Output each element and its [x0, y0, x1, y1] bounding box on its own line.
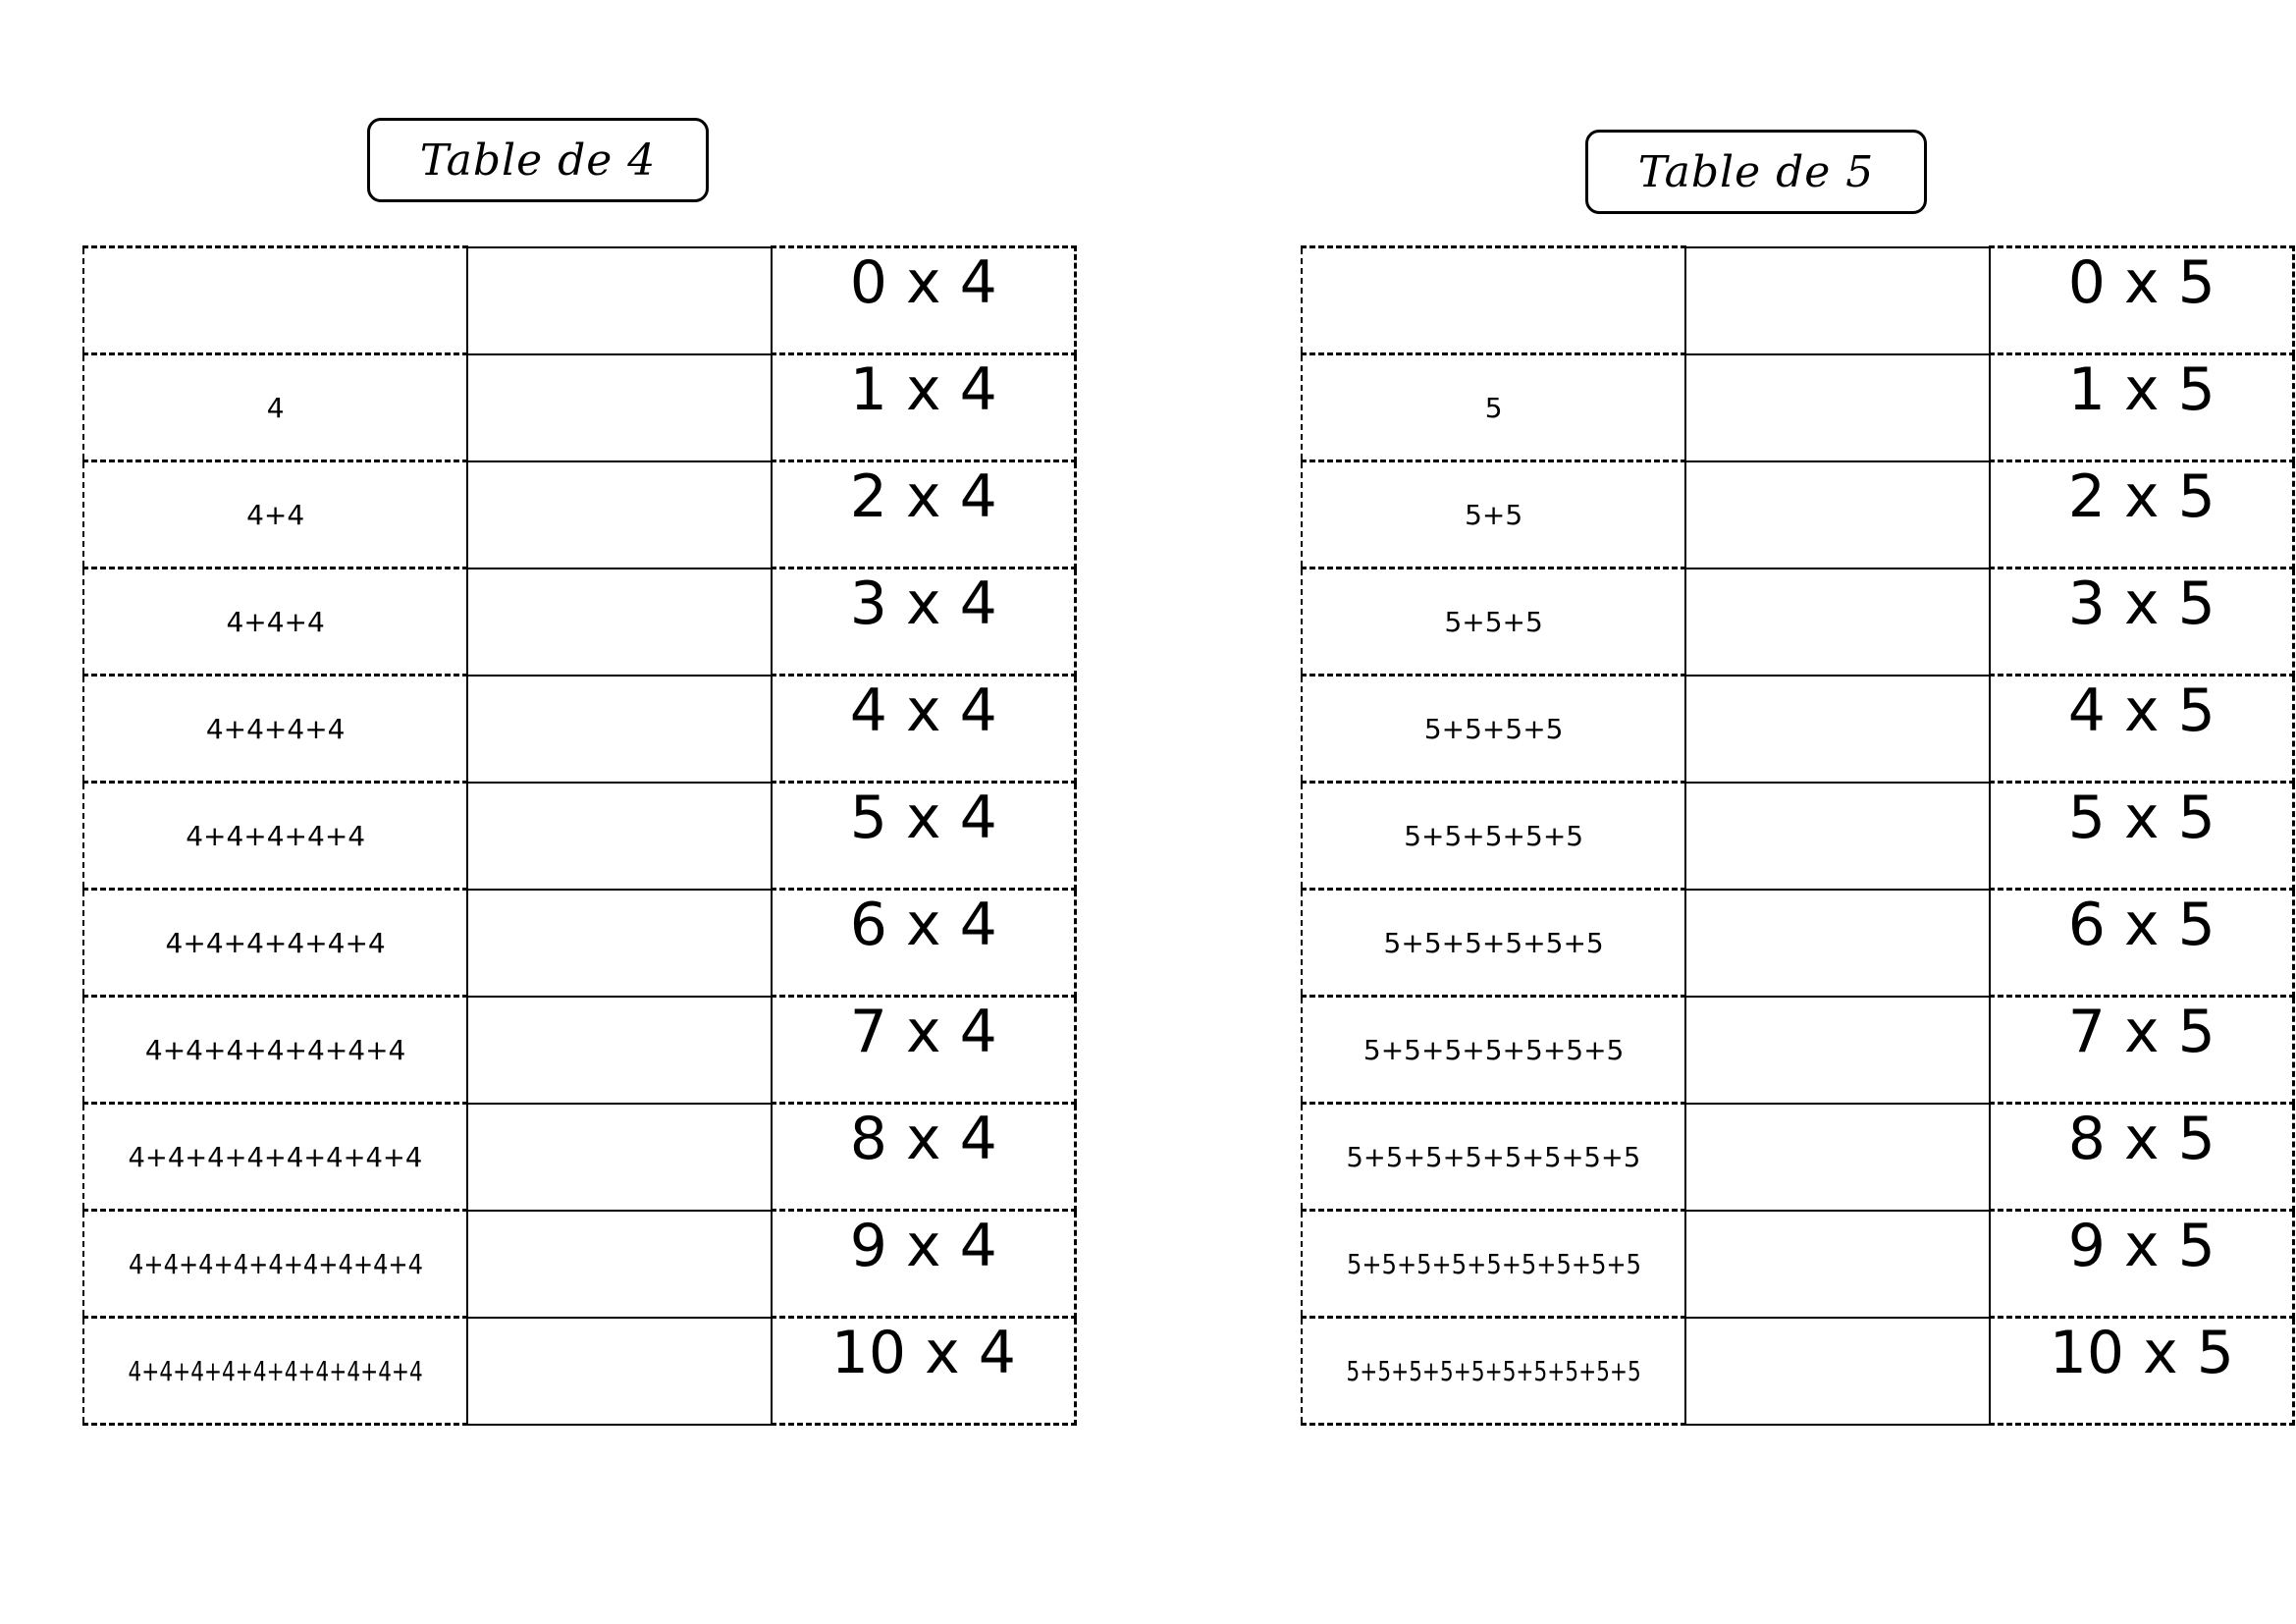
table-row [83, 890, 1076, 997]
table-row [1302, 783, 2294, 890]
multiplication-cell: 10 x 5 [1990, 1318, 2294, 1425]
repeated-addition-cell [83, 1104, 467, 1211]
repeated-addition-cell [83, 461, 467, 568]
table-row [1302, 997, 2294, 1104]
multiplication-cell: 0 x 5 [1990, 247, 2294, 354]
table-5-title: Table de 5 [1585, 130, 1927, 214]
repeated-addition-text: 4+4+4+4 [205, 712, 346, 745]
multiplication-cell: 6 x 4 [772, 890, 1076, 997]
multiplication-cell: 1 x 4 [772, 354, 1076, 461]
multiplication-cell: 2 x 4 [772, 461, 1076, 568]
table-row [1302, 1211, 2294, 1318]
repeated-addition-cell [1302, 1104, 1685, 1211]
table-row [83, 997, 1076, 1104]
repeated-addition-cell [83, 568, 467, 676]
repeated-addition-text: 4+4+4+4+4+4+4+4 [128, 1140, 423, 1173]
table-row [1302, 568, 2294, 676]
repeated-addition-text: 4+4 [246, 498, 305, 531]
repeated-addition-text: 4+4+4+4+4+4 [165, 926, 386, 959]
multiplication-cell: 5 x 5 [1990, 783, 2294, 890]
multiplication-cell: 10 x 4 [772, 1318, 1076, 1425]
repeated-addition-cell [1302, 247, 1685, 354]
multiplication-cell: 8 x 5 [1990, 1104, 2294, 1211]
repeated-addition-cell [1302, 676, 1685, 783]
table-row [83, 1104, 1076, 1211]
table-row [1302, 676, 2294, 783]
multiplication-cell: 0 x 4 [772, 247, 1076, 354]
answer-blank-cell [467, 568, 772, 676]
answer-blank-cell [467, 783, 772, 890]
answer-blank-cell [1685, 1318, 1990, 1425]
table-row [83, 354, 1076, 461]
answer-blank-cell [1685, 783, 1990, 890]
repeated-addition-cell [1302, 890, 1685, 997]
repeated-addition-cell [83, 783, 467, 890]
repeated-addition-cell [1302, 1211, 1685, 1318]
repeated-addition-cell [1302, 997, 1685, 1104]
table-row [83, 461, 1076, 568]
answer-blank-cell [1685, 568, 1990, 676]
multiplication-table-4 [82, 245, 1077, 1426]
table-row [83, 1211, 1076, 1318]
repeated-addition-cell [1302, 783, 1685, 890]
table-row [83, 783, 1076, 890]
repeated-addition-text: 5+5 [1465, 498, 1523, 531]
repeated-addition-text: 5+5+5+5+5+5 [1383, 926, 1604, 959]
answer-blank-cell [467, 461, 772, 568]
multiplication-cell: 4 x 5 [1990, 676, 2294, 783]
multiplication-cell: 6 x 5 [1990, 890, 2294, 997]
repeated-addition-text: 5+5+5+5+5+5+5+5+5 [1346, 1247, 1641, 1280]
answer-blank-cell [467, 247, 772, 354]
repeated-addition-text: 5+5+5+5+5+5+5+5+5+5 [1346, 1354, 1641, 1387]
multiplication-cell: 3 x 5 [1990, 568, 2294, 676]
multiplication-cell: 1 x 5 [1990, 354, 2294, 461]
answer-blank-cell [1685, 1104, 1990, 1211]
answer-blank-cell [1685, 997, 1990, 1104]
repeated-addition-text: 5+5+5+5+5 [1404, 819, 1584, 852]
answer-blank-cell [467, 1318, 772, 1425]
multiplication-table-5 [1301, 245, 2295, 1426]
multiplication-cell: 4 x 4 [772, 676, 1076, 783]
repeated-addition-cell [83, 1211, 467, 1318]
repeated-addition-cell [83, 1318, 467, 1425]
table-row [1302, 1104, 2294, 1211]
multiplication-cell: 9 x 5 [1990, 1211, 2294, 1318]
repeated-addition-text: 4 [266, 391, 285, 424]
repeated-addition-text: 4+4+4+4+4+4+4 [144, 1033, 406, 1066]
repeated-addition-text: 4+4+4+4+4+4+4+4+4+4 [128, 1354, 423, 1387]
multiplication-cell: 7 x 4 [772, 997, 1076, 1104]
multiplication-cell: 3 x 4 [772, 568, 1076, 676]
multiplication-cell: 7 x 5 [1990, 997, 2294, 1104]
table-row [1302, 354, 2294, 461]
repeated-addition-cell [1302, 568, 1685, 676]
repeated-addition-cell [83, 354, 467, 461]
repeated-addition-cell [1302, 1318, 1685, 1425]
answer-blank-cell [467, 1211, 772, 1318]
repeated-addition-text: 5+5+5+5+5+5+5+5 [1346, 1140, 1641, 1173]
answer-blank-cell [1685, 676, 1990, 783]
repeated-addition-text: 4+4+4+4+4 [186, 819, 366, 852]
repeated-addition-cell [83, 247, 467, 354]
answer-blank-cell [1685, 354, 1990, 461]
repeated-addition-cell [83, 676, 467, 783]
repeated-addition-cell [1302, 354, 1685, 461]
repeated-addition-text: 4+4+4+4+4+4+4+4+4 [128, 1247, 423, 1280]
table-row [1302, 1318, 2294, 1425]
repeated-addition-cell [83, 997, 467, 1104]
multiplication-cell: 5 x 4 [772, 783, 1076, 890]
repeated-addition-text: 5+5+5 [1444, 605, 1543, 638]
answer-blank-cell [467, 676, 772, 783]
multiplication-cell: 8 x 4 [772, 1104, 1076, 1211]
repeated-addition-cell [83, 890, 467, 997]
repeated-addition-text: 4+4+4 [226, 605, 325, 638]
table-row [83, 568, 1076, 676]
repeated-addition-text: 5+5+5+5 [1423, 712, 1564, 745]
table-row [83, 247, 1076, 354]
table-4-title: Table de 4 [367, 118, 709, 202]
table-row [83, 676, 1076, 783]
multiplication-cell: 9 x 4 [772, 1211, 1076, 1318]
repeated-addition-text: 5 [1484, 391, 1503, 424]
answer-blank-cell [1685, 890, 1990, 997]
repeated-addition-text: 5+5+5+5+5+5+5 [1362, 1033, 1625, 1066]
table-row [1302, 461, 2294, 568]
repeated-addition-cell [1302, 461, 1685, 568]
answer-blank-cell [1685, 247, 1990, 354]
multiplication-cell: 2 x 5 [1990, 461, 2294, 568]
table-row [1302, 890, 2294, 997]
answer-blank-cell [467, 1104, 772, 1211]
answer-blank-cell [1685, 461, 1990, 568]
table-row [83, 1318, 1076, 1425]
answer-blank-cell [467, 890, 772, 997]
table-row [1302, 247, 2294, 354]
answer-blank-cell [467, 354, 772, 461]
answer-blank-cell [467, 997, 772, 1104]
answer-blank-cell [1685, 1211, 1990, 1318]
